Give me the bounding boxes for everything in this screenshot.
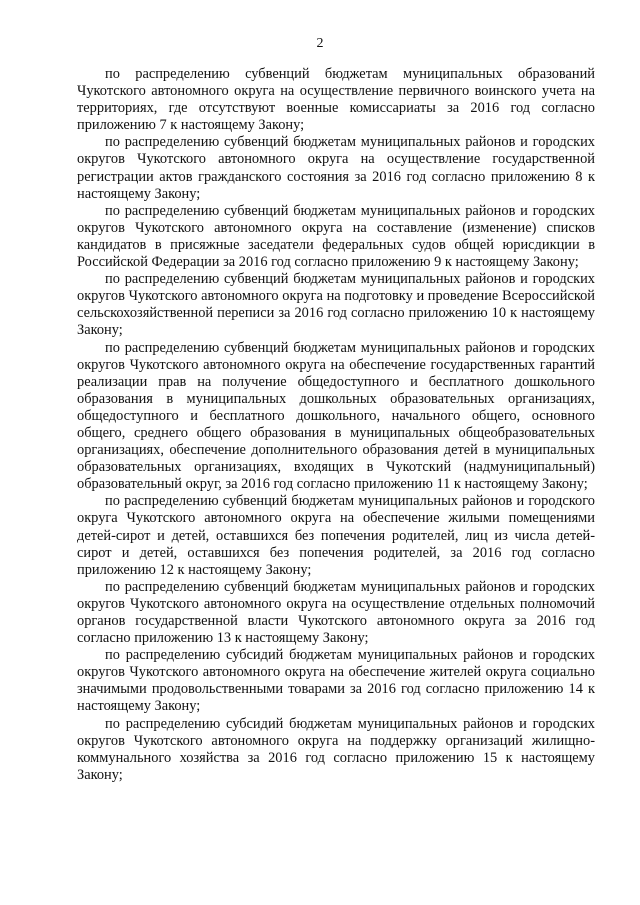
paragraph-appendix-9: по распределению субвенций бюджетам муниципальных районов и городских округов Чукотского автономного округа на составление (изменение) списков кандидатов в присяжные заседатели федеральных судов общей юрисдикции в Российской Федерации за 2016 год согласно приложению 9 к настоящему Закону; [77, 202, 595, 271]
paragraph-appendix-7: по распределению субвенций бюджетам муниципальных образований Чукотского автономного округа на осуществление первичного воинского учета на территориях, где отсутствуют военные комиссариаты за 2016 год согласно приложению 7 к настоящему Закону; [77, 66, 595, 134]
paragraph-appendix-13: по распределению субвенций бюджетам муниципальных районов и городских округов Чукотского автономного округа на осуществление отдельных полномочий органов государственной власти Чукотского автономного округа за 2016 год согласно приложению 13 к настоящему Закону; [77, 578, 595, 647]
document-body [77, 66, 595, 784]
paragraph-appendix-14: по распределению субсидий бюджетам муниципальных районов и городских округов Чукотского автономного округа на обеспечение жителей округа социально значимыми продовольственными товарами за 2016 год согласно приложению 14 к настоящему Закону; [77, 647, 595, 715]
paragraph-appendix-10: по распределению субвенций бюджетам муниципальных районов и городских округов Чукотского автономного округа на подготовку и проведение Всероссийской сельскохозяйственной переписи за 2016 год согласно приложению 10 к настоящему Закону; [77, 271, 595, 339]
paragraph-appendix-8: по распределению субвенций бюджетам муниципальных районов и городских округов Чукотского автономного округа на осуществление государственной регистрации актов гражданского состояния за 2016 год согласно приложению 8 к настоящему Закону; [77, 134, 595, 202]
paragraph-appendix-15: по распределению субсидий бюджетам муниципальных районов и городских округов Чукотского автономного округа на поддержку организаций жилищно-коммунального хозяйства за 2016 год согласно приложению 15 к настоящему Закону; [77, 715, 595, 783]
paragraph-appendix-12: по распределению субвенций бюджетам муниципальных районов и городского округа Чукотского автономного округа на обеспечение жилыми помещениями детей-сирот и детей, оставшихся без попечения родителей, лиц из числа детей-сирот и детей, оставшихся без попечения родителей, за 2016 год согласно приложению 12 к настоящему Закону; [77, 493, 595, 578]
page-number: 2 [316, 36, 324, 51]
paragraph-appendix-11: по распределению субвенций бюджетам муниципальных районов и городских округов Чукотского автономного округа на обеспечение государственных гарантий реализации прав на получение общедоступного и бесплатного дошкольного образования в муниципальных дошкольных образовательных организациях, общедоступного и бесплатного дошкольного, начального общего, основного общего, среднего общего образования в муниципальных общеобразовательных организациях, обеспечение дополнительного образования детей в муниципальных образовательных организациях, входящих в Чукотский (надмуниципальный) образовательный округ, за 2016 год согласно приложению 11 к настоящему Закону; [77, 339, 595, 493]
